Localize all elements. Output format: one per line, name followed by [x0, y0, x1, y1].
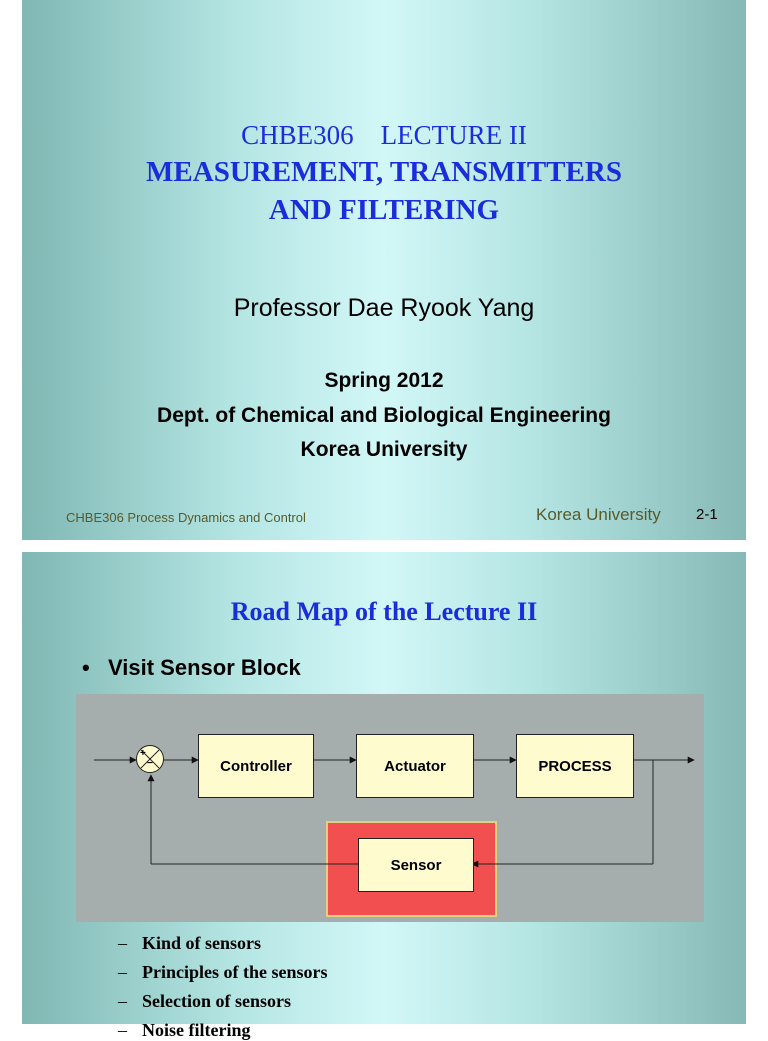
lecture-title-line1: MEASUREMENT, TRANSMITTERS — [146, 156, 622, 188]
subitem-dash: – — [118, 1020, 127, 1040]
professor-name: Professor Dae Ryook Yang — [233, 294, 535, 322]
subitem-noise-filtering: – Noise filtering — [118, 1020, 251, 1040]
roadmap-title: Road Map of the Lecture II — [230, 597, 538, 626]
actuator-block: Actuator — [356, 734, 474, 798]
title-slide — [22, 0, 746, 540]
page-number: 2-1 — [696, 506, 718, 523]
university: Korea University — [300, 438, 468, 461]
slide-separator — [22, 540, 746, 552]
subitem-dash: – — [118, 991, 127, 1011]
bullet-item — [82, 655, 301, 681]
roadmap-slide — [22, 552, 746, 1040]
block-diagram — [76, 694, 704, 922]
process-block: PROCESS — [516, 734, 634, 798]
bullet-text: Visit Sensor Block — [108, 655, 301, 680]
subitem-dash: – — [118, 962, 127, 982]
footer-university: Korea University — [536, 505, 661, 524]
sensor-block: Sensor — [358, 838, 474, 892]
subitem-kind-of-sensors: – Kind of sensors — [118, 933, 262, 953]
subitem-principles: – Principles of the sensors — [118, 962, 328, 982]
summing-junction — [136, 745, 164, 773]
minus-sign: − — [147, 758, 153, 769]
subitem-dash: – — [118, 933, 127, 953]
department: Dept. of Chemical and Biological Engineering — [157, 404, 611, 427]
footer-course: CHBE306 Process Dynamics and Control — [66, 510, 306, 525]
subitem-selection: – Selection of sensors — [118, 991, 291, 1011]
plus-sign: + — [140, 748, 146, 759]
controller-block: Controller — [198, 734, 314, 798]
lecture-title-line2: AND FILTERING — [268, 194, 500, 226]
semester: Spring 2012 — [324, 369, 444, 392]
course-lecture-title: CHBE306 LECTURE II — [241, 120, 527, 150]
bullet-dot: • — [82, 655, 90, 680]
